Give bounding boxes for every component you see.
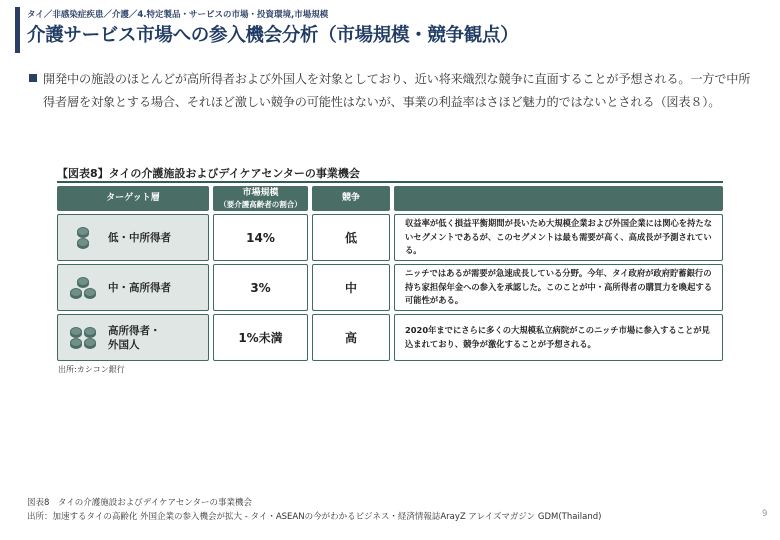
body-paragraph: 開発中の施設のほとんどが高所得者および外国人を対象としており、近い将来熾烈な競争に直面することが予想される。一方で中所得者層を対象とする場合、それほど激しい競争の可能性はないが、事業の利益率はさほど魅力的ではないとされる（図表８）。 xyxy=(43,72,751,109)
row3-target: 高所得者・ 外国人 xyxy=(108,324,161,351)
page-number: 9 xyxy=(762,509,768,519)
footer-source: 出所：加速するタイの高齢化 外国企業の参入機会が拡大 - タイ・ASEANの今がわかるビジネス・経済情報誌ArayZ アレイズマガジン GDM(Thailand) xyxy=(27,512,602,522)
header-target xyxy=(57,186,209,211)
header-target-label: ターゲット層 xyxy=(106,193,160,203)
row2-target: 中・高所得者 xyxy=(108,281,171,294)
row2-target-cell xyxy=(57,264,209,311)
row1-description-cell xyxy=(394,214,723,261)
row2-competition-cell xyxy=(312,264,390,311)
header-market-size-label: 市場規模 xyxy=(242,187,279,198)
row3-market-size-cell xyxy=(213,314,308,361)
row1-market-size-cell xyxy=(213,214,308,261)
row1-competition: 低 xyxy=(344,231,357,245)
row1-description: 収益率が低く損益平衡期間が長いため大規模企業および外国企業には関心を持たないセグメントであるが、このセグメントは最も需要が高く、高成長が予測されている。 xyxy=(405,218,712,256)
header-competition-label: 競争 xyxy=(341,193,360,203)
bullet-square-icon xyxy=(29,74,37,82)
row2-description: ニッチではあるが需要が急速成長している分野。今年、タイ政府が政府貯蓄銀行の持ち家担保年金への参入を承認した。このことが中・高所得者の購買力を喚起する可能性がある。 xyxy=(405,268,712,306)
row3-description-cell xyxy=(394,314,723,361)
row3-competition-cell xyxy=(312,314,390,361)
row1-market-size: 14% xyxy=(246,230,275,245)
coin-stacks-large-icon xyxy=(66,327,100,349)
footer-caption: 図表8 タイの介護施設およびデイケアセンターの事業機会 xyxy=(27,498,253,508)
figure-source: 出所:カシコン銀行 xyxy=(58,365,125,374)
row2-market-size-cell xyxy=(213,264,308,311)
row3-competition: 高 xyxy=(344,331,357,345)
title-accent-bar xyxy=(15,7,20,53)
figure-title-underline xyxy=(57,181,723,183)
row3-description: 2020年までにさらに多くの大規模私立病院がこのニッチ市場に参入することが見込まれており、競争が激化することが予想される。 xyxy=(405,325,710,349)
row3-market-size: 1%未満 xyxy=(238,331,283,345)
row1-target-cell xyxy=(57,214,209,261)
coin-stacks-icon xyxy=(66,277,100,299)
header-market-size-sub: （要介護高齢者の割合） xyxy=(219,199,302,209)
breadcrumb: タイ／非感染症疾患／介護／4.特定製品・サービスの市場・投資環境,市場規模 xyxy=(27,10,329,20)
row2-market-size: 3% xyxy=(250,280,271,295)
row2-competition: 中 xyxy=(344,281,357,295)
coin-stack-icon xyxy=(66,227,100,249)
header-market-size xyxy=(213,186,308,211)
page-title: 介護サービス市場への参入機会分析（市場規模・競争観点） xyxy=(27,25,519,46)
figure-title: 【図表8】タイの介護施設およびデイケアセンターの事業機会 xyxy=(57,167,360,180)
row1-competition-cell xyxy=(312,214,390,261)
row2-description-cell xyxy=(394,264,723,311)
row3-target-cell xyxy=(57,314,209,361)
header-description xyxy=(394,186,723,211)
row1-target: 低・中所得者 xyxy=(108,231,171,244)
header-competition xyxy=(312,186,390,211)
